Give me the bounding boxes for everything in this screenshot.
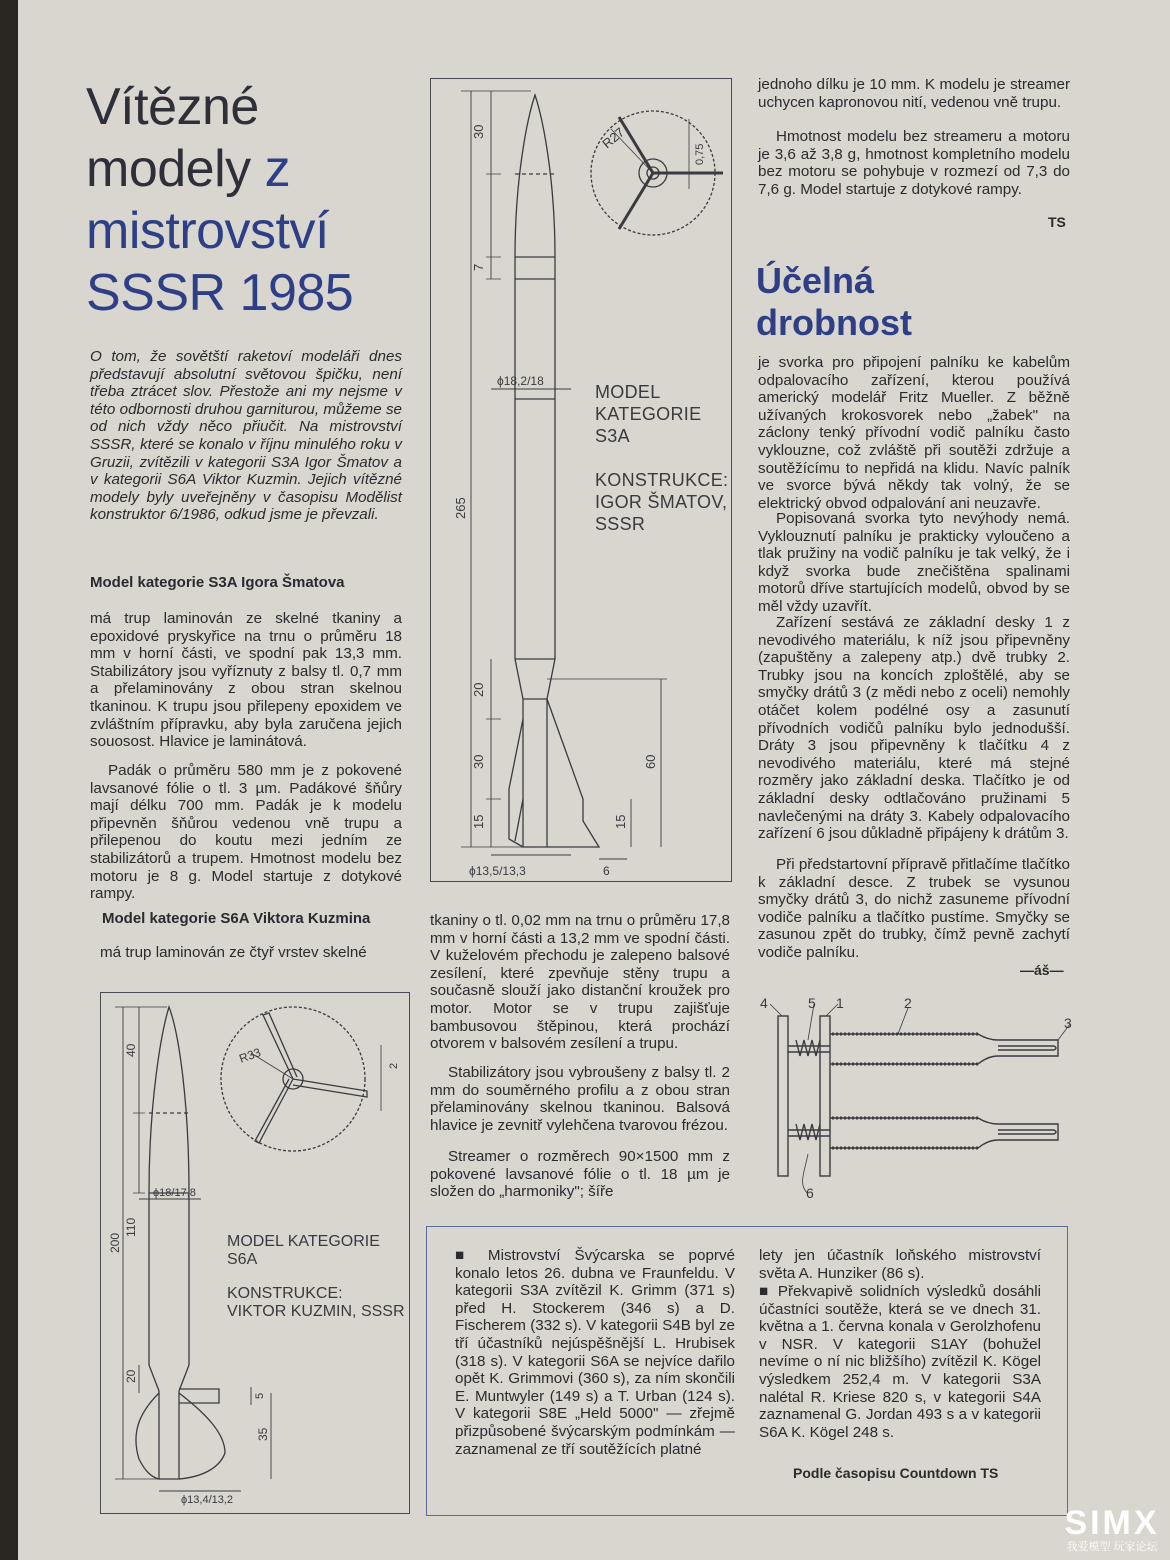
watermark-logo: SIMX: [1064, 1504, 1160, 1542]
part-5: 5: [808, 995, 816, 1011]
s6a-caption-line-1: MODEL KATEGORIE S6A: [227, 1233, 380, 1268]
s3a-body: má trup laminován ze skelné tkaniny a epoxidové pryskyřice na trnu o průměru 18 mm v horní části, ve spodní pak 13,3 mm. Stabilizátory jsou vyříznuty z balsy tl. 0,7 mm a přelaminovány z obou stran skelnou tkaninou. K trupu jsou přilepeny epoxidem ve zvláštním přípravku, aby byla zaručena jejich souosost. Hlavice je laminátová.: [90, 610, 402, 751]
article2-title-line-2: drobnost: [756, 302, 912, 343]
intro-paragraph: O tom, že sovětští raketoví modeláři dnes představují absolutní světovou špičku, není třeba ztrácet slov. Přestože ani my nejsme v této odbornosti druhou garniturou, můžeme se od nich vždy něco přiučit. Na mistrovství SSSR, které se konalo v říjnu minulého roku v Gruzii, zvítězili v kategorii S3A Igor Šmatov a v kategorii S6A Viktor Kuzmin. Jejich vítězné modely byly uveřejněny v časopisu Modělist konstruktor 6/1986, odkud jsme je převzali.: [90, 348, 402, 524]
dim-110: 110: [124, 1217, 138, 1237]
part-2: 2: [904, 995, 912, 1011]
news-source: Podle časopisu Countdown TS: [793, 1465, 999, 1481]
part-6: 6: [806, 1185, 814, 1201]
dim-7: 7: [471, 263, 486, 271]
clip-diagram: [758, 994, 1078, 1204]
s3a-drawing-caption: [595, 381, 731, 535]
title-line-4: SSSR 1985: [86, 264, 354, 322]
article2-p1: je svorka pro připojení palníku ke kabelům odpalovacího zařízení, kterou používá americký modelář Fritz Mueller. Z běžně užívaných krokosvorek nebo „žabek" na záclony tenký přívodní vodič palníku často vyklouzne, což zvláště při soutěži zdržuje a soutěžícímu to nepřidá na klidu. Navíc palník ve svorce bývá někdy tak volný, že se elektrický obvod odpalování ani neuzavře.: [758, 354, 1070, 512]
dim-d135: ϕ13,5/13,3: [469, 864, 526, 878]
title-line-2: [86, 138, 416, 200]
dim-5: 5: [254, 1392, 266, 1399]
s6a-continued-4: jednoho dílku je 10 mm. K modelu je streamer uchycen kapronovou nití, vedenou vně trupu.: [758, 76, 1070, 111]
dim-6: 6: [603, 864, 610, 878]
s3a-caption-line-5: SSSR: [595, 514, 646, 534]
s6a-continued-5: Hmotnost modelu bez streameru a motoru je 3,6 až 3,8 g, hmotnost kompletního modelu bez motoru se pohybuje v rozmezí od 7,3 do 7,6 g. Model startuje z dotykové rampy.: [758, 128, 1070, 198]
news-item-3: ■ Překvapivě solidních výsledků dosáhli účastníci soutěže, která se ve dnech 31. května a 1. června konala v Gerolzhofenu v NSR. V kategorii S1AY (bohužel nevíme o ní nic bližšího) zvítězil K. Kögel výsledkem 252,4 m. V kategorii S3A nalétal R. Kriese 820 s, v kategorii S4A zaznamenal G. Jordan 493 s a v kategorii S6A K. Kögel 248 s.: [759, 1283, 1041, 1441]
s3a-caption-line-3: KONSTRUKCE:: [595, 470, 729, 490]
dim-30: 30: [471, 124, 486, 139]
s3a-drawing-frame: [430, 78, 732, 882]
magazine-page: [18, 0, 1170, 1560]
part-4: 4: [760, 995, 768, 1011]
dim-20: 20: [124, 1369, 138, 1383]
dim-35: 35: [256, 1427, 270, 1441]
dim-40: 40: [124, 1043, 138, 1057]
dim-15: 15: [471, 814, 486, 829]
s6a-continued-2: Stabilizátory jsou vybroušeny z balsy tl. 2 mm do souměrného profilu a z obou stran přelaminovány skelnou tkaninou. Balsová hlavice je zevnitř vylehčena tvarovou frézou.: [430, 1064, 730, 1134]
s6a-continued-3: Streamer o rozměrech 90×1500 mm z pokovené lavsanové fólie o tl. 18 µm je složen do „harmoniky"; šíře: [430, 1148, 730, 1201]
dim-200: 200: [108, 1232, 122, 1253]
article2-p2: Popisovaná svorka tyto nevýhody nemá. Vyklouznutí palníku je prakticky vyloučeno a tlak pružiny na vodič palníku je tak velký, že i když svorka bude znečištěna spalinami motorů dříve startujících modelů, obvod by se měl vždy uzavřít.: [758, 510, 1070, 615]
article-title: [86, 76, 416, 324]
watermark: [1062, 1505, 1162, 1554]
s6a-caption-line-2: KONSTRUKCE:: [227, 1285, 343, 1302]
dim-r33: R33: [237, 1045, 263, 1066]
article2-p4: Při předstartovní přípravě přitlačíme tlačítko k základní desce. Z trubek se vysunou smyčky drátů 3, do nichž zasuneme přívodní vodiče palníku a tlačítko pustíme. Smyčky se zasunou zpět do trubky, čímž pevně zachytí vodiče palníku.: [758, 856, 1070, 961]
article2-title: [756, 260, 912, 344]
s3a-body-2: Padák o průměru 580 mm je z pokovené lavsanové fólie o tl. 3 µm. Padákové šňůry mají délku 700 mm. Padák je k modelu připevněn šňůrou vedenou vně trupu a přilepenou do koutu mezi jedním ze stabilizátorů a trupem. Hmotnost modelu bez motoru je 8 g. Model startuje z dotykové rampy.: [90, 762, 402, 903]
title-word-z: z: [264, 140, 291, 198]
article2-title-line-1: Účelná: [756, 260, 875, 301]
part-3: 3: [1064, 1015, 1072, 1031]
dim-15b: 15: [613, 814, 628, 829]
part-1: 1: [836, 995, 844, 1011]
s3a-caption-line-1: MODEL: [595, 382, 661, 402]
dim-60: 60: [643, 754, 658, 769]
dim-075: 0,75: [694, 143, 706, 165]
s3a-heading: Model kategorie S3A Igora Šmatova: [90, 574, 345, 591]
title-line-1: Vítězné: [86, 78, 259, 136]
s6a-signature: TS: [1048, 214, 1066, 230]
dim-20: 20: [471, 682, 486, 697]
dim-2: 2: [388, 1062, 400, 1069]
s3a-caption-line-4: IGOR ŠMATOV,: [595, 492, 728, 512]
s6a-caption-line-3: VIKTOR KUZMIN, SSSR: [227, 1303, 405, 1320]
dim-d134: ϕ13,4/13,2: [181, 1494, 234, 1506]
title-word-modely: modely: [86, 140, 251, 198]
news-box: [426, 1226, 1068, 1516]
news-item-1: ■ Mistrovství Švýcarska se poprvé konalo letos 26. dubna ve Fraunfeldu. V kategorii S3A zvítězil K. Grimm (371 s) před H. Stockerem (346 s) a D. Fischerem (332 s). V kategorii S4B byl ze tří účastníků nejúspěšnější L. Hrubisek (318 s). V kategorii S6A se nejvíce dařilo opět K. Grimmovi (360 s), za ním skončili E. Muntwyler (149 s) a T. Urban (124 s). V kategorii S8E „Held 5000" — zřejmě přizpůsobené švýcarským podmínkám — zaznamenal ze tří soutěžících platné: [455, 1247, 735, 1458]
dim-30b: 30: [471, 754, 486, 769]
article2-p3: Zařízení sestává ze základní desky 1 z nevodivého materiálu, k níž jsou připevněny (zapuštěny a zalepeny atp.) dvě trubky 2. Trubky jsou na koncích zploštělé, aby se smyčky drátů 3 (z mědi nebo z oceli) nemohly otáčet kolem podélné osy a zasunutí přívodních vodičů palníku bylo jednodušší. Dráty 3 jsou připevněny k tlačítku 4 z nevodivého materiálu, které má stejné rozměry jako základní deska. Tlačítko je od základní desky odtlačováno pružinami 5 navlečenými na dráty 3. Kabely odpalovacího zařízení 6 jsou důkladně připájeny k drátům 3.: [758, 614, 1070, 843]
dim-265: 265: [453, 497, 468, 519]
s6a-heading: Model kategorie S6A Viktora Kuzmina: [102, 910, 371, 927]
s6a-continued-1: tkaniny o tl. 0,02 mm na trnu o průměru 17,8 mm v horní části a 13,2 mm ve spodní části. V kuželovém přechodu je zalepeno balsové zesílení, které zpevňuje stěny trupu a současně slouží jako distanční kroužek pro motor. Motor se v trupu zajišťuje bambusovou štěpinou, která prochází otvorem v balsovém zesílení a trupu.: [430, 912, 730, 1053]
s6a-drawing-caption: [227, 1233, 409, 1321]
article2-signature: —áš—: [1020, 962, 1064, 978]
dim-r27: R27: [599, 124, 628, 152]
watermark-subtitle: 我爱模型 玩家论坛: [1066, 1541, 1158, 1553]
dim-d178: ϕ18/17,8: [153, 1187, 196, 1199]
dim-d182: ϕ18,2/18: [497, 374, 544, 388]
news-item-2: lety jen účastník loňského mistrovství světa A. Hunziker (86 s).: [759, 1247, 1041, 1282]
title-line-3: mistrovství: [86, 202, 329, 260]
s6a-drawing-frame: [100, 992, 410, 1514]
s3a-caption-line-2: KATEGORIE S3A: [595, 404, 702, 446]
s6a-body: má trup laminován ze čtyř vrstev skelné: [100, 944, 367, 961]
